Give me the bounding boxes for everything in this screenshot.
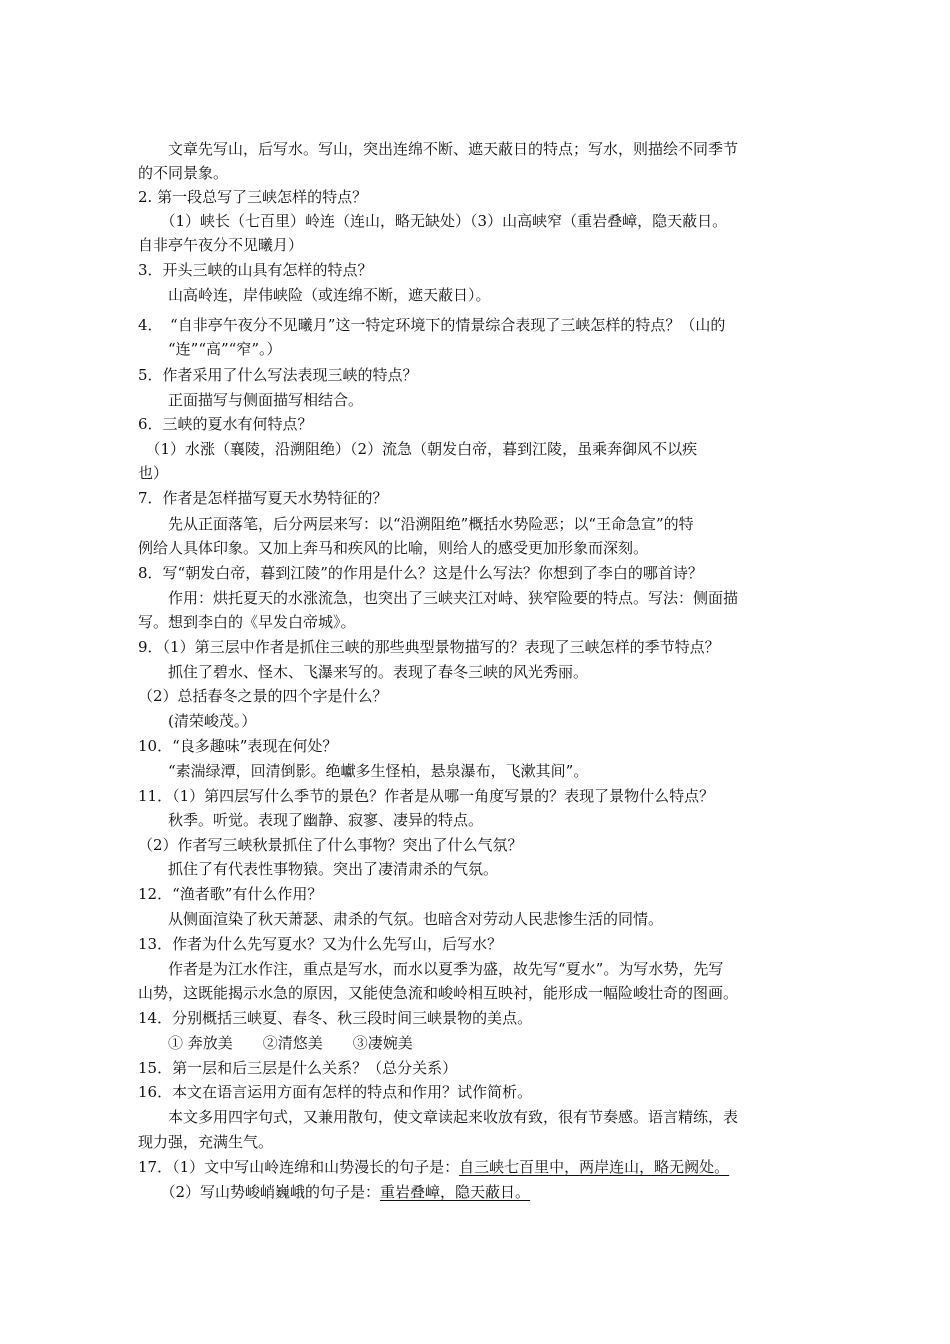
question-17-prefix: 17．（1）文中写山岭连绵和山势漫长的句子是： xyxy=(138,1158,460,1176)
text-line: (清荣峻茂。） xyxy=(138,712,257,730)
text-line: 抓住了碧水、怪木、飞瀑来写的。表现了春冬三峡的风光秀丽。 xyxy=(138,663,589,681)
text-line: 作用：烘托夏天的水涨流急，也突出了三峡夹江对峙、狭窄险要的特点。写法：侧面描 xyxy=(138,589,739,607)
question-2: 2. 第一段总写了三峡怎样的特点？ xyxy=(138,188,368,206)
text-line: 写。想到李白的《早发白帝城》。 xyxy=(138,613,356,631)
text-line: 从侧面渲染了秋天萧瑟、肃杀的气氛。也暗含对劳动人民悲惨生活的同情。 xyxy=(138,910,664,928)
text-line: （2）作者写三峡秋景抓住了什么事物？突出了什么气氛？ xyxy=(138,836,523,854)
question-5: 5．作者采用了什么写法表现三峡的特点？ xyxy=(138,366,418,384)
question-8: 8．写“朝发白帝，暮到江陵”的作用是什么？这是什么写法？你想到了李白的哪首诗？ xyxy=(138,564,703,582)
text-line: （2）总括春冬之景的四个字是什么？ xyxy=(138,687,388,705)
question-15: 15．第一层和后三层是什么关系？（总分关系） xyxy=(138,1059,458,1077)
text-line: 文章先写山，后写水。写山，突出连绵不断、遮天蔽日的特点；写水，则描绘不同季节 xyxy=(138,140,739,158)
text-line: “素湍绿潭，回清倒影。绝巘多生怪柏，悬泉瀑布，飞漱其间”。 xyxy=(138,762,589,780)
text-line: 现力强，充满生气。 xyxy=(138,1133,274,1151)
question-17-answer: 重岩叠嶂，隐天蔽日。 xyxy=(380,1183,531,1201)
text-line: 的不同景象。 xyxy=(138,164,229,182)
text-line: 作者是为江水作注，重点是写水，而水以夏季为盛，故先写“夏水”。为写水势，先写 xyxy=(138,960,724,978)
text-line: 抓住了有代表性事物猿。突出了凄清肃杀的气氛。 xyxy=(138,860,499,878)
question-3: 3．开头三峡的山具有怎样的特点？ xyxy=(138,261,373,279)
text-line: 山势，这既能揭示水急的原因，又能使急流和峻岭相互映衬，能形成一幅险峻壮奇的图画。 xyxy=(138,984,739,1002)
question-17-part-2 xyxy=(138,1180,828,1204)
question-17-prefix: （2）写山势峻峭巍峨的句子是： xyxy=(138,1183,381,1201)
question-6: 6．三峡的夏水有何特点？ xyxy=(138,415,313,433)
question-7: 7．作者是怎样描写夏天水势特征的？ xyxy=(138,489,388,507)
text-line: 也） xyxy=(138,464,169,482)
question-14: 14．分别概括三峡夏、春冬、秋三段时间三峡景物的美点。 xyxy=(138,1009,533,1027)
text-line: 秋季。听觉。表现了幽静、寂寥、凄异的特点。 xyxy=(138,811,484,829)
text-line: 例给人具体印象。又加上奔马和疾风的比喻，则给人的感受更加形象而深刻。 xyxy=(138,539,649,557)
question-9: 9．（1）第三层中作者是抓住三峡的那些典型景物描写的？表现了三峡怎样的季节特点？ xyxy=(138,638,720,656)
question-10: 10．“良多趣味”表现在何处？ xyxy=(138,737,338,755)
text-line: （1）峡长（七百里）岭连（连山，略无缺处）（3）山高峡窄（重岩叠嶂，隐天蔽日。 xyxy=(138,212,728,230)
text-line: “连”“高”“窄”。） xyxy=(138,340,282,358)
text-line: 正面描写与侧面描写相结合。 xyxy=(138,391,364,409)
text-line: 本文多用四字句式，又兼用散句，使文章读起来收放有致，很有节奏感。语言精练，表 xyxy=(138,1108,739,1126)
text-line: 先从正面落笔，后分两层来写：以“沿溯阻绝”概括水势险恶；以“王命急宣”的特 xyxy=(138,515,694,533)
question-4: 4． “自非亭午夜分不见曦月”这一特定环境下的情景综合表现了三峡怎样的特点？（山的 xyxy=(138,316,726,334)
question-13: 13．作者为什么先写夏水？又为什么先写山，后写水？ xyxy=(138,935,503,953)
question-17-answer: 自三峡七百里中，两岸连山，略无阙处。 xyxy=(459,1158,730,1176)
question-11: 11．（1）第四层写什么季节的景色？作者是从哪一角度写景的？表现了景物什么特点？ xyxy=(138,787,715,805)
text-line: ① 奔放美 ②清悠美 ③凄婉美 xyxy=(138,1034,413,1052)
text-line: （1）水涨（襄陵，沿溯阻绝）（2）流急（朝发白帝，暮到江陵，虽乘奔御风不以疾 xyxy=(138,440,698,458)
question-17-part-1 xyxy=(138,1155,828,1179)
question-12: 12．“渔者歌”有什么作用？ xyxy=(138,885,323,903)
text-line: 自非亭午夜分不见曦月） xyxy=(138,236,304,254)
question-16: 16．本文在语言运用方面有怎样的特点和作用？试作简析。 xyxy=(138,1083,533,1101)
text-line: 山高岭连，岸伟峡险（或连绵不断，遮天蔽日）。 xyxy=(138,286,491,304)
